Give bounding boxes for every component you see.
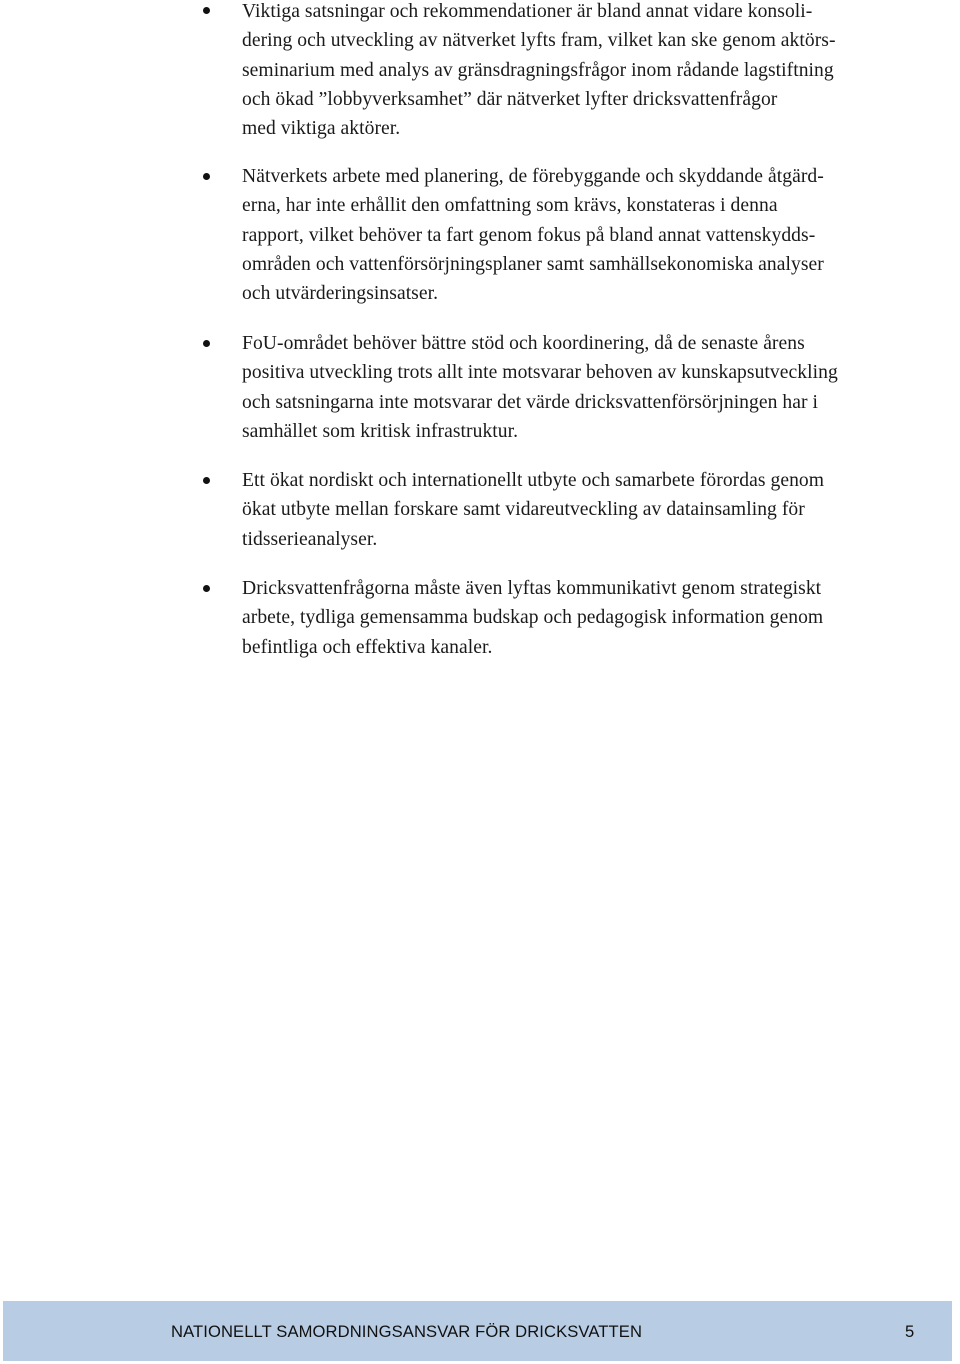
footer-title: NATIONELLT SAMORDNINGSANSVAR FÖR DRICKSVATTEN — [171, 1322, 643, 1341]
text-line: erna, har inte erhållit den omfattning som krävs, konstateras i denna — [242, 195, 778, 217]
text-line: rapport, vilket behöver ta fart genom fokus på bland annat vattenskydds- — [242, 224, 816, 246]
text-line: Dricksvattenfrågorna måste även lyftas kommunikativt genom strategiskt — [242, 578, 822, 599]
text-line: dering och utveckling av nätverket lyfts fram, vilket kan ske genom aktörs- — [242, 30, 836, 52]
bullet-paragraph — [242, 466, 947, 554]
text-line: områden och vattenförsörjningsplaner samt samhällsekonomiska analyser — [242, 253, 824, 275]
text-line: och satsningarna inte motsvarar det värde dricksvattenförsörjningen har i — [242, 391, 819, 413]
bullet-paragraph — [242, 162, 947, 308]
bullet-paragraph — [242, 574, 947, 662]
bullet-paragraph — [242, 0, 947, 143]
text-line: seminarium med analys av gränsdragningsfrågor inom rådande lagstiftning — [242, 59, 834, 81]
text-line: och ökad ”lobbyverksamhet” där nätverket lyfter dricksvattenfrågor — [242, 88, 778, 110]
text-line: samhället som kritisk infrastruktur. — [242, 420, 519, 442]
page-number: 5 — [905, 1322, 915, 1341]
text-line: positiva utveckling trots allt inte motsvarar behoven av kunskapsutveckling — [242, 362, 838, 384]
bullet-icon — [203, 585, 210, 592]
bullet-icon — [203, 477, 210, 484]
bullet-icon — [203, 7, 210, 14]
text-line: befintliga och effektiva kanaler. — [242, 636, 493, 658]
text-line: med viktiga aktörer. — [242, 118, 401, 140]
bullet-icon — [203, 340, 210, 347]
text-line: tidsserieanalyser. — [242, 528, 378, 550]
text-line: Viktiga satsningar och rekommendationer är bland annat vidare konsoli- — [242, 1, 813, 22]
text-line: ökat utbyte mellan forskare samt vidareutveckling av datainsamling för — [242, 499, 805, 521]
text-line: FoU-området behöver bättre stöd och koordinering, då de senaste årens — [242, 333, 805, 354]
text-line: Nätverkets arbete med planering, de förebyggande och skyddande åtgärd- — [242, 166, 824, 187]
text-line: arbete, tydliga gemensamma budskap och pedagogisk information genom — [242, 607, 824, 629]
text-line: Ett ökat nordiskt och internationellt utbyte och samarbete förordas genom — [242, 470, 825, 491]
text-line: och utvärderingsinsatser. — [242, 283, 439, 305]
bullet-icon — [203, 173, 210, 180]
bullet-paragraph — [242, 329, 947, 446]
